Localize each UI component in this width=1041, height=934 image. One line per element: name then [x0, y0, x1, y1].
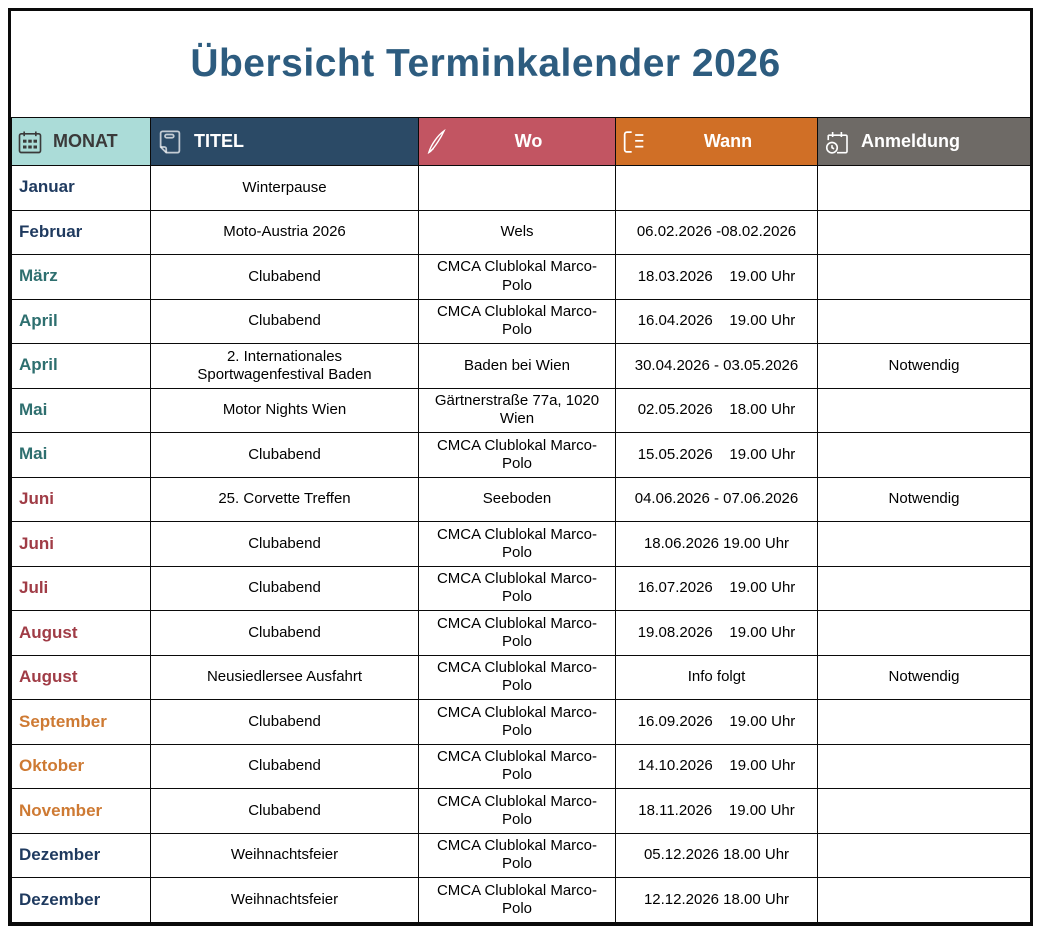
page-frame [8, 8, 1033, 926]
table-row [12, 611, 1031, 656]
column-header-wo [419, 118, 616, 166]
title-cell [151, 210, 419, 255]
registration-cell [818, 433, 1031, 478]
location-cell [419, 299, 616, 344]
date-cell-text: 18.03.2026 19.00 Uhr [637, 267, 796, 285]
month-cell-text: Mai [19, 444, 48, 464]
month-cell [12, 299, 151, 344]
date-cell-text: 16.09.2026 19.00 Uhr [637, 712, 796, 730]
date-cell [616, 344, 818, 389]
location-cell-text: CMCA Clublokal Marco-Polo [436, 258, 598, 294]
table-row [12, 299, 1031, 344]
month-cell [12, 789, 151, 834]
month-cell [12, 833, 151, 878]
month-cell [12, 210, 151, 255]
title-cell-text: Clubabend [248, 312, 321, 330]
column-header-label: Wann [703, 131, 753, 151]
month-cell [12, 388, 151, 433]
registration-cell-text: Notwendig [888, 668, 960, 686]
notebook-icon [155, 127, 185, 157]
date-cell [616, 255, 818, 300]
registration-cell [818, 611, 1031, 656]
title-cell [151, 833, 419, 878]
date-cell [616, 655, 818, 700]
title-cell-text: Weihnachtsfeier [230, 846, 339, 864]
registration-cell [818, 655, 1031, 700]
month-cell-text: Juni [19, 489, 54, 508]
registration-cell [818, 299, 1031, 344]
month-cell [12, 255, 151, 300]
month-cell-text: Dezember [19, 889, 101, 909]
location-cell-text: CMCA Clublokal Marco-Polo [436, 525, 598, 561]
month-cell-text: Mai [19, 399, 48, 419]
column-header-label: Wo [514, 131, 543, 151]
month-cell-text: April [19, 310, 58, 330]
title-cell-text: Clubabend [248, 801, 321, 819]
column-header-monat [12, 118, 151, 166]
month-cell [12, 522, 151, 567]
date-cell-text: 14.10.2026 19.00 Uhr [637, 757, 796, 775]
title-cell [151, 566, 419, 611]
month-cell [12, 744, 151, 789]
registration-cell [818, 255, 1031, 300]
pen-icon [423, 128, 451, 156]
location-cell [419, 210, 616, 255]
title-cell-text: 2. Internationales Sportwagenfestival Baden [197, 347, 372, 383]
title-cell [151, 166, 419, 211]
date-cell [616, 789, 818, 834]
date-cell-text: 16.07.2026 19.00 Uhr [637, 579, 796, 597]
registration-cell [818, 166, 1031, 211]
registration-cell [818, 344, 1031, 389]
title-cell [151, 744, 419, 789]
title-cell-text: Clubabend [248, 757, 321, 775]
date-cell [616, 522, 818, 567]
column-header-label: Anmeldung [861, 131, 960, 151]
table-row [12, 700, 1031, 745]
title-cell-text: Clubabend [248, 267, 321, 285]
date-cell [616, 433, 818, 478]
date-cell-text: 30.04.2026 - 03.05.2026 [634, 356, 799, 374]
location-cell [419, 477, 616, 522]
month-cell-text: August [19, 622, 78, 642]
table-row [12, 655, 1031, 700]
date-cell-text: 06.02.2026 -08.02.2026 [636, 223, 797, 241]
table-row [12, 566, 1031, 611]
month-cell-text: Juni [19, 533, 54, 553]
location-cell [419, 611, 616, 656]
title-cell-text: 25. Corvette Treffen [218, 490, 351, 508]
date-cell [616, 744, 818, 789]
month-cell-text: Februar [19, 221, 83, 241]
table-row [12, 433, 1031, 478]
table-row [12, 744, 1031, 789]
title-cell-text: Clubabend [248, 712, 321, 730]
month-cell [12, 655, 151, 700]
date-cell-text: 18.06.2026 19.00 Uhr [643, 534, 790, 552]
date-cell-text: 19.08.2026 19.00 Uhr [637, 623, 796, 641]
month-cell [12, 433, 151, 478]
location-cell [419, 700, 616, 745]
month-cell-text: September [19, 711, 107, 731]
title-cell [151, 522, 419, 567]
title-cell [151, 299, 419, 344]
month-cell-text: Januar [19, 177, 75, 197]
title-cell-text: Winterpause [242, 178, 327, 196]
table-row [12, 255, 1031, 300]
title-cell-text: Neusiedlersee Ausfahrt [206, 668, 363, 686]
table-row [12, 477, 1031, 522]
date-cell [616, 299, 818, 344]
date-cell-text: 04.06.2026 - 07.06.2026 [634, 490, 799, 508]
table-row [12, 789, 1031, 834]
title-cell [151, 433, 419, 478]
month-cell [12, 477, 151, 522]
title-cell-text: Clubabend [248, 445, 321, 463]
location-cell-text: CMCA Clublokal Marco-Polo [436, 837, 598, 873]
table-row [12, 833, 1031, 878]
date-cell [616, 210, 818, 255]
date-cell [616, 833, 818, 878]
calendar-table [11, 117, 1031, 923]
date-cell [616, 566, 818, 611]
location-cell-text: CMCA Clublokal Marco-Polo [436, 703, 598, 739]
location-cell [419, 344, 616, 389]
location-cell-text: Gärtnerstraße 77a, 1020 Wien [434, 392, 600, 428]
location-cell [419, 388, 616, 433]
title-cell [151, 255, 419, 300]
month-cell-text: April [19, 355, 58, 375]
location-cell-text: CMCA Clublokal Marco-Polo [436, 303, 598, 339]
date-cell [616, 700, 818, 745]
date-cell-text: 05.12.2026 18.00 Uhr [643, 846, 790, 864]
month-cell-text: Juli [19, 578, 49, 598]
month-cell [12, 611, 151, 656]
title-cell-text: Motor Nights Wien [222, 401, 347, 419]
location-cell [419, 166, 616, 211]
header-row [12, 118, 1031, 166]
table-row [12, 166, 1031, 211]
location-cell [419, 833, 616, 878]
month-cell [12, 344, 151, 389]
column-header-anmeldung [818, 118, 1031, 166]
title-cell [151, 477, 419, 522]
registration-cell [818, 388, 1031, 433]
location-cell-text: CMCA Clublokal Marco-Polo [436, 614, 598, 650]
location-cell-text: CMCA Clublokal Marco-Polo [436, 659, 598, 695]
column-header-label: TITEL [194, 131, 244, 151]
calendar-icon [16, 128, 44, 156]
date-cell-text: 12.12.2026 18.00 Uhr [643, 890, 790, 908]
title-cell-text: Clubabend [248, 579, 321, 597]
location-cell-text: Seeboden [482, 490, 552, 508]
date-cell [616, 166, 818, 211]
date-cell [616, 878, 818, 923]
month-cell-text: November [19, 800, 103, 820]
location-cell-text: CMCA Clublokal Marco-Polo [436, 792, 598, 828]
location-cell [419, 744, 616, 789]
location-cell-text: CMCA Clublokal Marco-Polo [436, 748, 598, 784]
column-header-titel [151, 118, 419, 166]
registration-cell [818, 789, 1031, 834]
list-icon [620, 128, 648, 156]
table-row [12, 344, 1031, 389]
title-cell-text: Clubabend [248, 623, 321, 641]
title-cell [151, 344, 419, 389]
page-title: Übersicht Terminkalender 2026 [190, 42, 781, 85]
date-cell [616, 477, 818, 522]
title-cell [151, 388, 419, 433]
registration-cell [818, 477, 1031, 522]
table-row [12, 210, 1031, 255]
location-cell [419, 878, 616, 923]
location-cell-text: CMCA Clublokal Marco-Polo [436, 570, 598, 606]
registration-cell [818, 700, 1031, 745]
location-cell-text: Baden bei Wien [464, 356, 570, 374]
month-cell [12, 566, 151, 611]
registration-cell [818, 744, 1031, 789]
title-cell [151, 789, 419, 834]
title-cell-text: Weihnachtsfeier [230, 890, 339, 908]
title-cell [151, 611, 419, 656]
month-cell [12, 878, 151, 923]
month-cell-text: August [19, 667, 78, 687]
month-cell-text: März [19, 266, 58, 286]
date-cell-text: Info folgt [687, 668, 746, 686]
date-cell [616, 388, 818, 433]
month-cell [12, 166, 151, 211]
registration-cell [818, 878, 1031, 923]
registration-cell [818, 522, 1031, 567]
registration-cell [818, 566, 1031, 611]
title-cell [151, 655, 419, 700]
title-cell [151, 878, 419, 923]
month-cell [12, 700, 151, 745]
location-cell [419, 789, 616, 834]
registration-cell-text: Notwendig [888, 490, 960, 508]
location-cell-text: Wels [500, 223, 534, 241]
title-area [11, 11, 1030, 117]
date-cell-text: 02.05.2026 18.00 Uhr [637, 401, 796, 419]
title-cell [151, 700, 419, 745]
location-cell [419, 522, 616, 567]
location-cell [419, 655, 616, 700]
location-cell-text: CMCA Clublokal Marco-Polo [436, 881, 598, 918]
registration-cell [818, 833, 1031, 878]
date-cell-text: 15.05.2026 19.00 Uhr [637, 445, 796, 463]
date-cell-text: 16.04.2026 19.00 Uhr [637, 312, 796, 330]
calendar-clock-icon [822, 127, 852, 157]
title-cell-text: Moto-Austria 2026 [223, 223, 346, 241]
month-cell-text: Oktober [19, 756, 85, 776]
title-cell-text: Clubabend [248, 534, 321, 552]
column-header-label: MONAT [53, 131, 118, 151]
table-row [12, 388, 1031, 433]
registration-cell [818, 210, 1031, 255]
column-header-wann [616, 118, 818, 166]
location-cell [419, 566, 616, 611]
table-row [12, 878, 1031, 923]
location-cell [419, 433, 616, 478]
registration-cell-text: Notwendig [888, 356, 960, 374]
date-cell [616, 611, 818, 656]
date-cell-text: 18.11.2026 19.00 Uhr [638, 801, 795, 819]
month-cell-text: Dezember [19, 845, 101, 865]
location-cell-text: CMCA Clublokal Marco-Polo [436, 436, 598, 472]
table-row [12, 522, 1031, 567]
location-cell [419, 255, 616, 300]
